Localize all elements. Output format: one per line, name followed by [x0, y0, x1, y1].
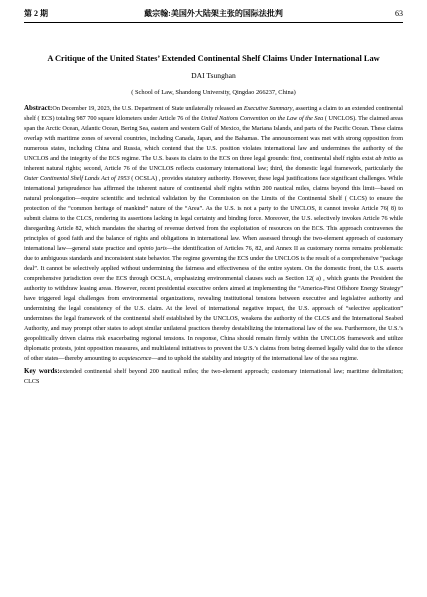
abstract-emphasis: acquiescence	[118, 356, 152, 362]
author-affiliation: ( School of Law, Shandong University, Qingdao 266237, China)	[131, 89, 296, 96]
abstract-emphasis: Executive Summary	[243, 106, 293, 112]
header-rule	[24, 22, 403, 23]
abstract-text: as inherent natural rights; second, Article 76 of the UNCLOS reflects customary international law; third, the domestic legal framework, particularly the	[24, 156, 403, 172]
abstract-text: On December 19, 2023, the U.S. Department of State unilaterally released an	[52, 106, 244, 112]
abstract-label: Abstract:	[24, 104, 53, 112]
abstract-text: —the identification of Articles 76, 82, and Annex II as customary norms remains problematic due to ambiguous standards and inconsistent state behavior. The regime governing the ECS under the UNCLOS is the result of a comprehensive “package deal”. It cannot be selectively applied without undermining the fairness and effectiveness of the entire system. On the domestic front, the U.S. asserts comprehensive jurisdiction over the ECS through OCSLA, emphasizing environmental clauses such as Section 12( a) , which grants the President the authority to withdraw leasing areas. However, recent presidential executive orders aimed at implementing the “America-First Offshore Energy Strategy” have triggered legal challenges from environmental organizations, revealing institutional tensions between executive and legislative authority and undermining the legal consistency of the U.S. claim. At the level of international negative impact, the U.S. approach of “selective application” undermines the legal framework of the continental shelf established by the UNCLOS, weakens the authority of the CLCS and the International Seabed Authority, and may prompt other states to adopt similar unilateral practices thereby destabilizing the international law of the sea. Furthermore, the U.S.’s geopolitically driven claims risk exacerbating regional tensions. In response, China should remain firmly within the UNCLOS framework and utilize diplomatic protests, joint opposition measures, and multilateral initiatives to prevent the U.S.’s claims from being deemed legally valid due to the silence of other states—thereby amounting to	[24, 246, 403, 362]
abstract-emphasis: ab initio	[375, 156, 397, 162]
abstract-emphasis: United Nations Convention on the Law of the Sea	[200, 116, 324, 122]
running-title: 戴宗翰:美国外大陆架主张的国际法批判	[144, 9, 283, 18]
keywords-text: extended continental shelf beyond 200 nautical miles; the two-element approach; customary international law; maritime delimitation; CLCS	[24, 369, 403, 385]
abstract-emphasis: Outer Continental Shelf Lands Act of 1953	[24, 176, 130, 182]
running-header	[24, 8, 403, 20]
abstract-text: ( UNCLOS). The claimed areas span the Arctic Ocean, Atlantic Ocean, Bering Sea, eastern and western Gulf of Mexico, the Mariana Islands, and parts of the Pacific Ocean. These claims overlap with maritime zones of several countries, including Canada, Japan, and the Bahamas. The announcement was met with strong opposition from numerous states, including China and Russia, which contend that the U.S. position violates international law and undermines the authority of the UNCLOS and the integrity of the ECS regime. The U.S. bases its claim to the ECS on three legal grounds: first, continental shelf rights exist	[24, 116, 403, 162]
keywords-label: Key words:	[24, 367, 60, 375]
page-number: 63	[395, 9, 403, 18]
abstract-emphasis: opinio juris	[137, 246, 167, 252]
abstract	[24, 103, 403, 364]
keywords	[24, 366, 403, 387]
article-author: DAI Tsunghan	[191, 71, 236, 80]
abstract-text: , asserting a claim to an extended continental shelf ( ECS) totaling 987 700 square kilometers under Article 76 of the	[24, 106, 403, 122]
abstract-text: ( OCSLA) , provides statutory authority. However, these legal justifications face significant challenges. While international jurisprudence has affirmed the inherent nature of continental shelf rights within 200 nautical miles, claims beyond this limit—based on natural prolongation—require scientific and technical validation by the Commission on the Limits of the Continental Shelf ( CLCS) to ensure the protection of the “common heritage of mankind” nature of the “Area”. As the U.S. is not a party to the UNCLOS, it cannot invoke Article 76( 8) to submit claims to the CLCS, rendering its assertions lacking in legal certainty and binding force. Moreover, the U.S. selectively invokes Article 76 while disregarding Article 82, which mandates the sharing of revenue derived from the exploitation of resources on the ECS. This approach contravenes the principles of good faith and the balance of rights and obligations in international law. When assessed through the two-element approach of customary international law—general state practice and	[24, 176, 403, 252]
issue-number: 第 2 期	[24, 9, 48, 18]
article-title: A Critique of the United States’ Extended Continental Shelf Claims Under International Law	[47, 54, 380, 63]
abstract-text: —and to uphold the stability and integrity of the international law of the sea regime.	[151, 356, 359, 362]
